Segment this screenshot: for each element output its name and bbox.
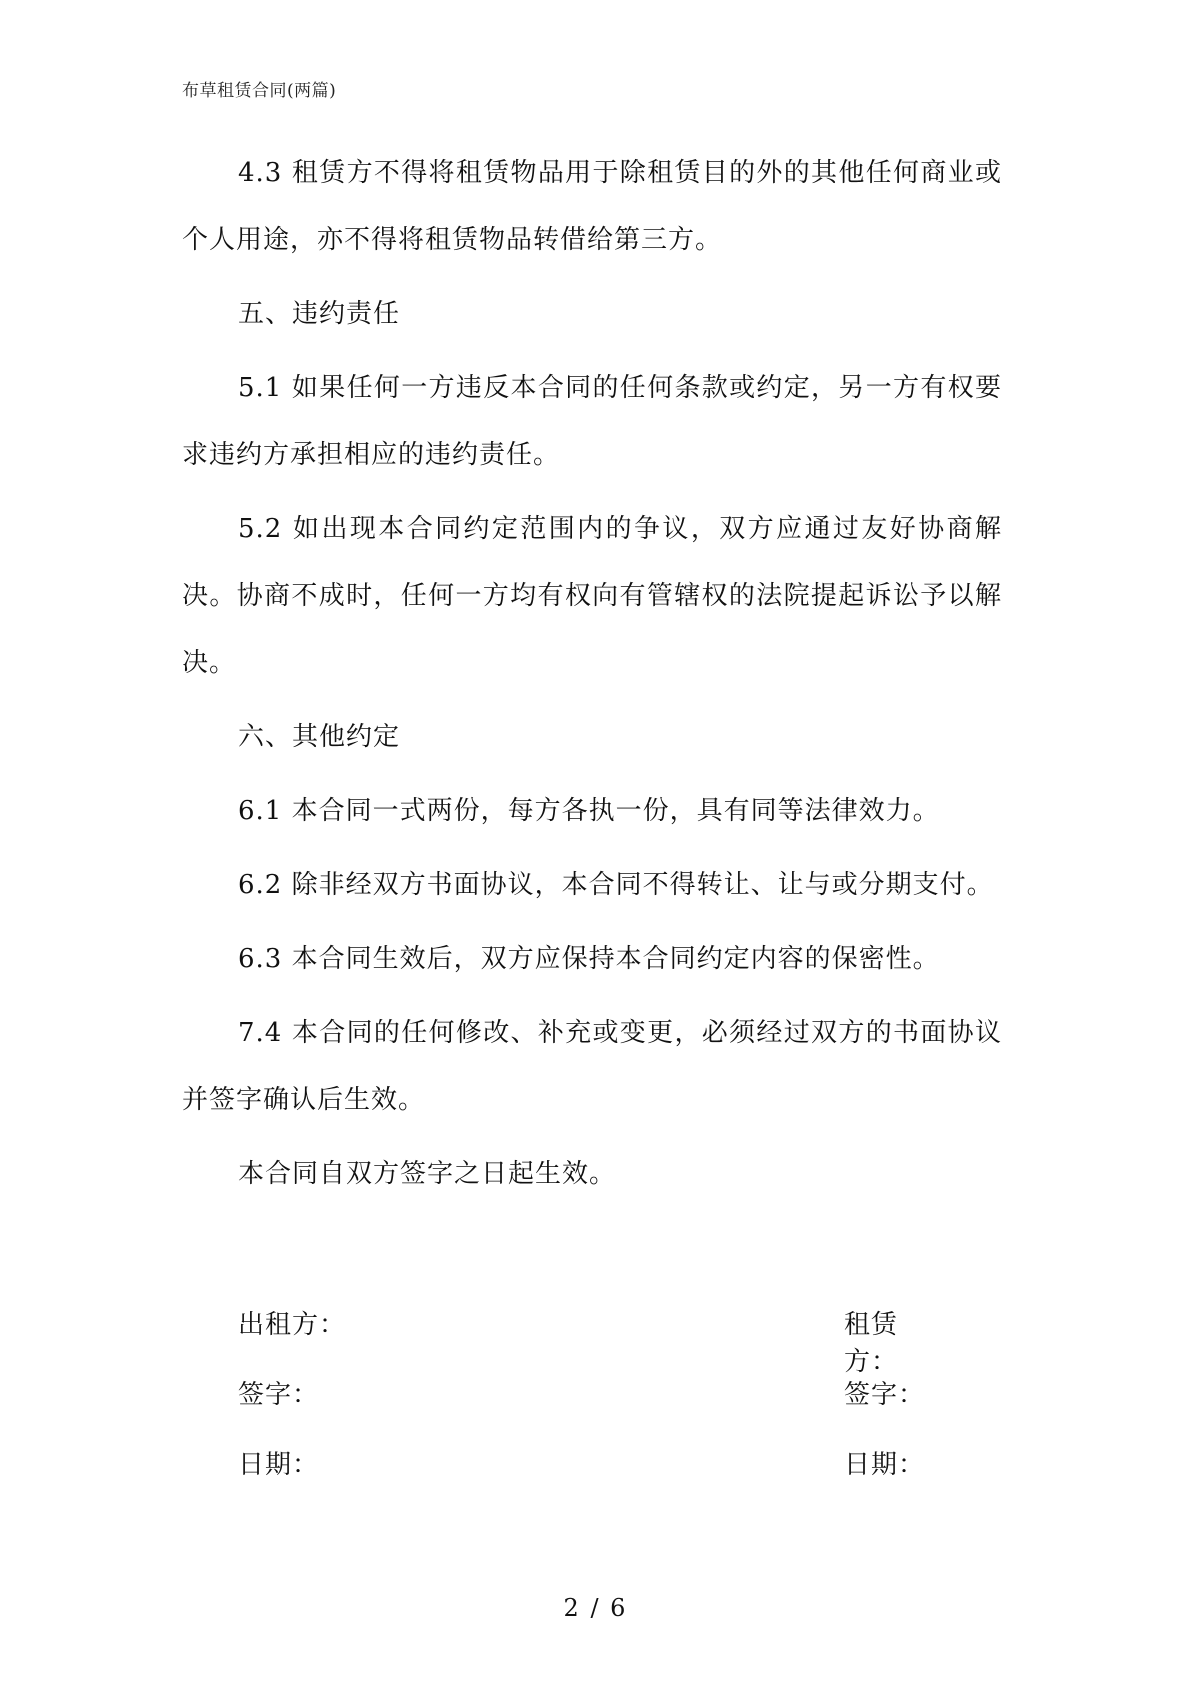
clause-4-3: 4.3 租赁方不得将租赁物品用于除租赁目的外的其他任何商业或个人用途，亦不得将租赁物品转借给第三方。 — [182, 158, 1002, 255]
effective-statement: 本合同自双方签字之日起生效。 — [238, 1159, 617, 1189]
running-header: 布草租赁合同(两篇) — [182, 81, 337, 101]
document-body — [182, 140, 1002, 1215]
section-heading-other: 六、其他约定 — [238, 722, 401, 752]
lessor-date-label: 日期： — [238, 1450, 320, 1480]
lessee-sign-label: 签字： — [844, 1380, 926, 1410]
clause-5-2: 5.2 如出现本合同约定范围内的争议，双方应通过友好协商解决。协商不成时，任何一方均有权向有管辖权的法院提起诉讼予以解决。 — [182, 514, 1002, 678]
clause-5-1: 5.1 如果任何一方违反本合同的任何条款或约定，另一方有权要求违约方承担相应的违约责任。 — [182, 373, 1002, 470]
lessor-sign-label: 签字： — [238, 1380, 320, 1410]
lessee-date-label: 日期： — [844, 1450, 926, 1480]
lessor-label: 出租方： — [238, 1310, 347, 1340]
clause-6-1: 6.1 本合同一式两份，每方各执一份，具有同等法律效力。 — [238, 796, 940, 826]
lessee-label: 租赁方： — [844, 1310, 899, 1377]
clause-6-3: 6.3 本合同生效后，双方应保持本合同约定内容的保密性。 — [238, 944, 940, 974]
section-heading-breach: 五、违约责任 — [238, 299, 401, 329]
clause-7-4: 7.4 本合同的任何修改、补充或变更，必须经过双方的书面协议并签字确认后生效。 — [182, 1018, 1002, 1115]
clause-6-2: 6.2 除非经双方书面协议，本合同不得转让、让与或分期支付。 — [238, 870, 994, 900]
page-number: 2 / 6 — [563, 1594, 628, 1622]
